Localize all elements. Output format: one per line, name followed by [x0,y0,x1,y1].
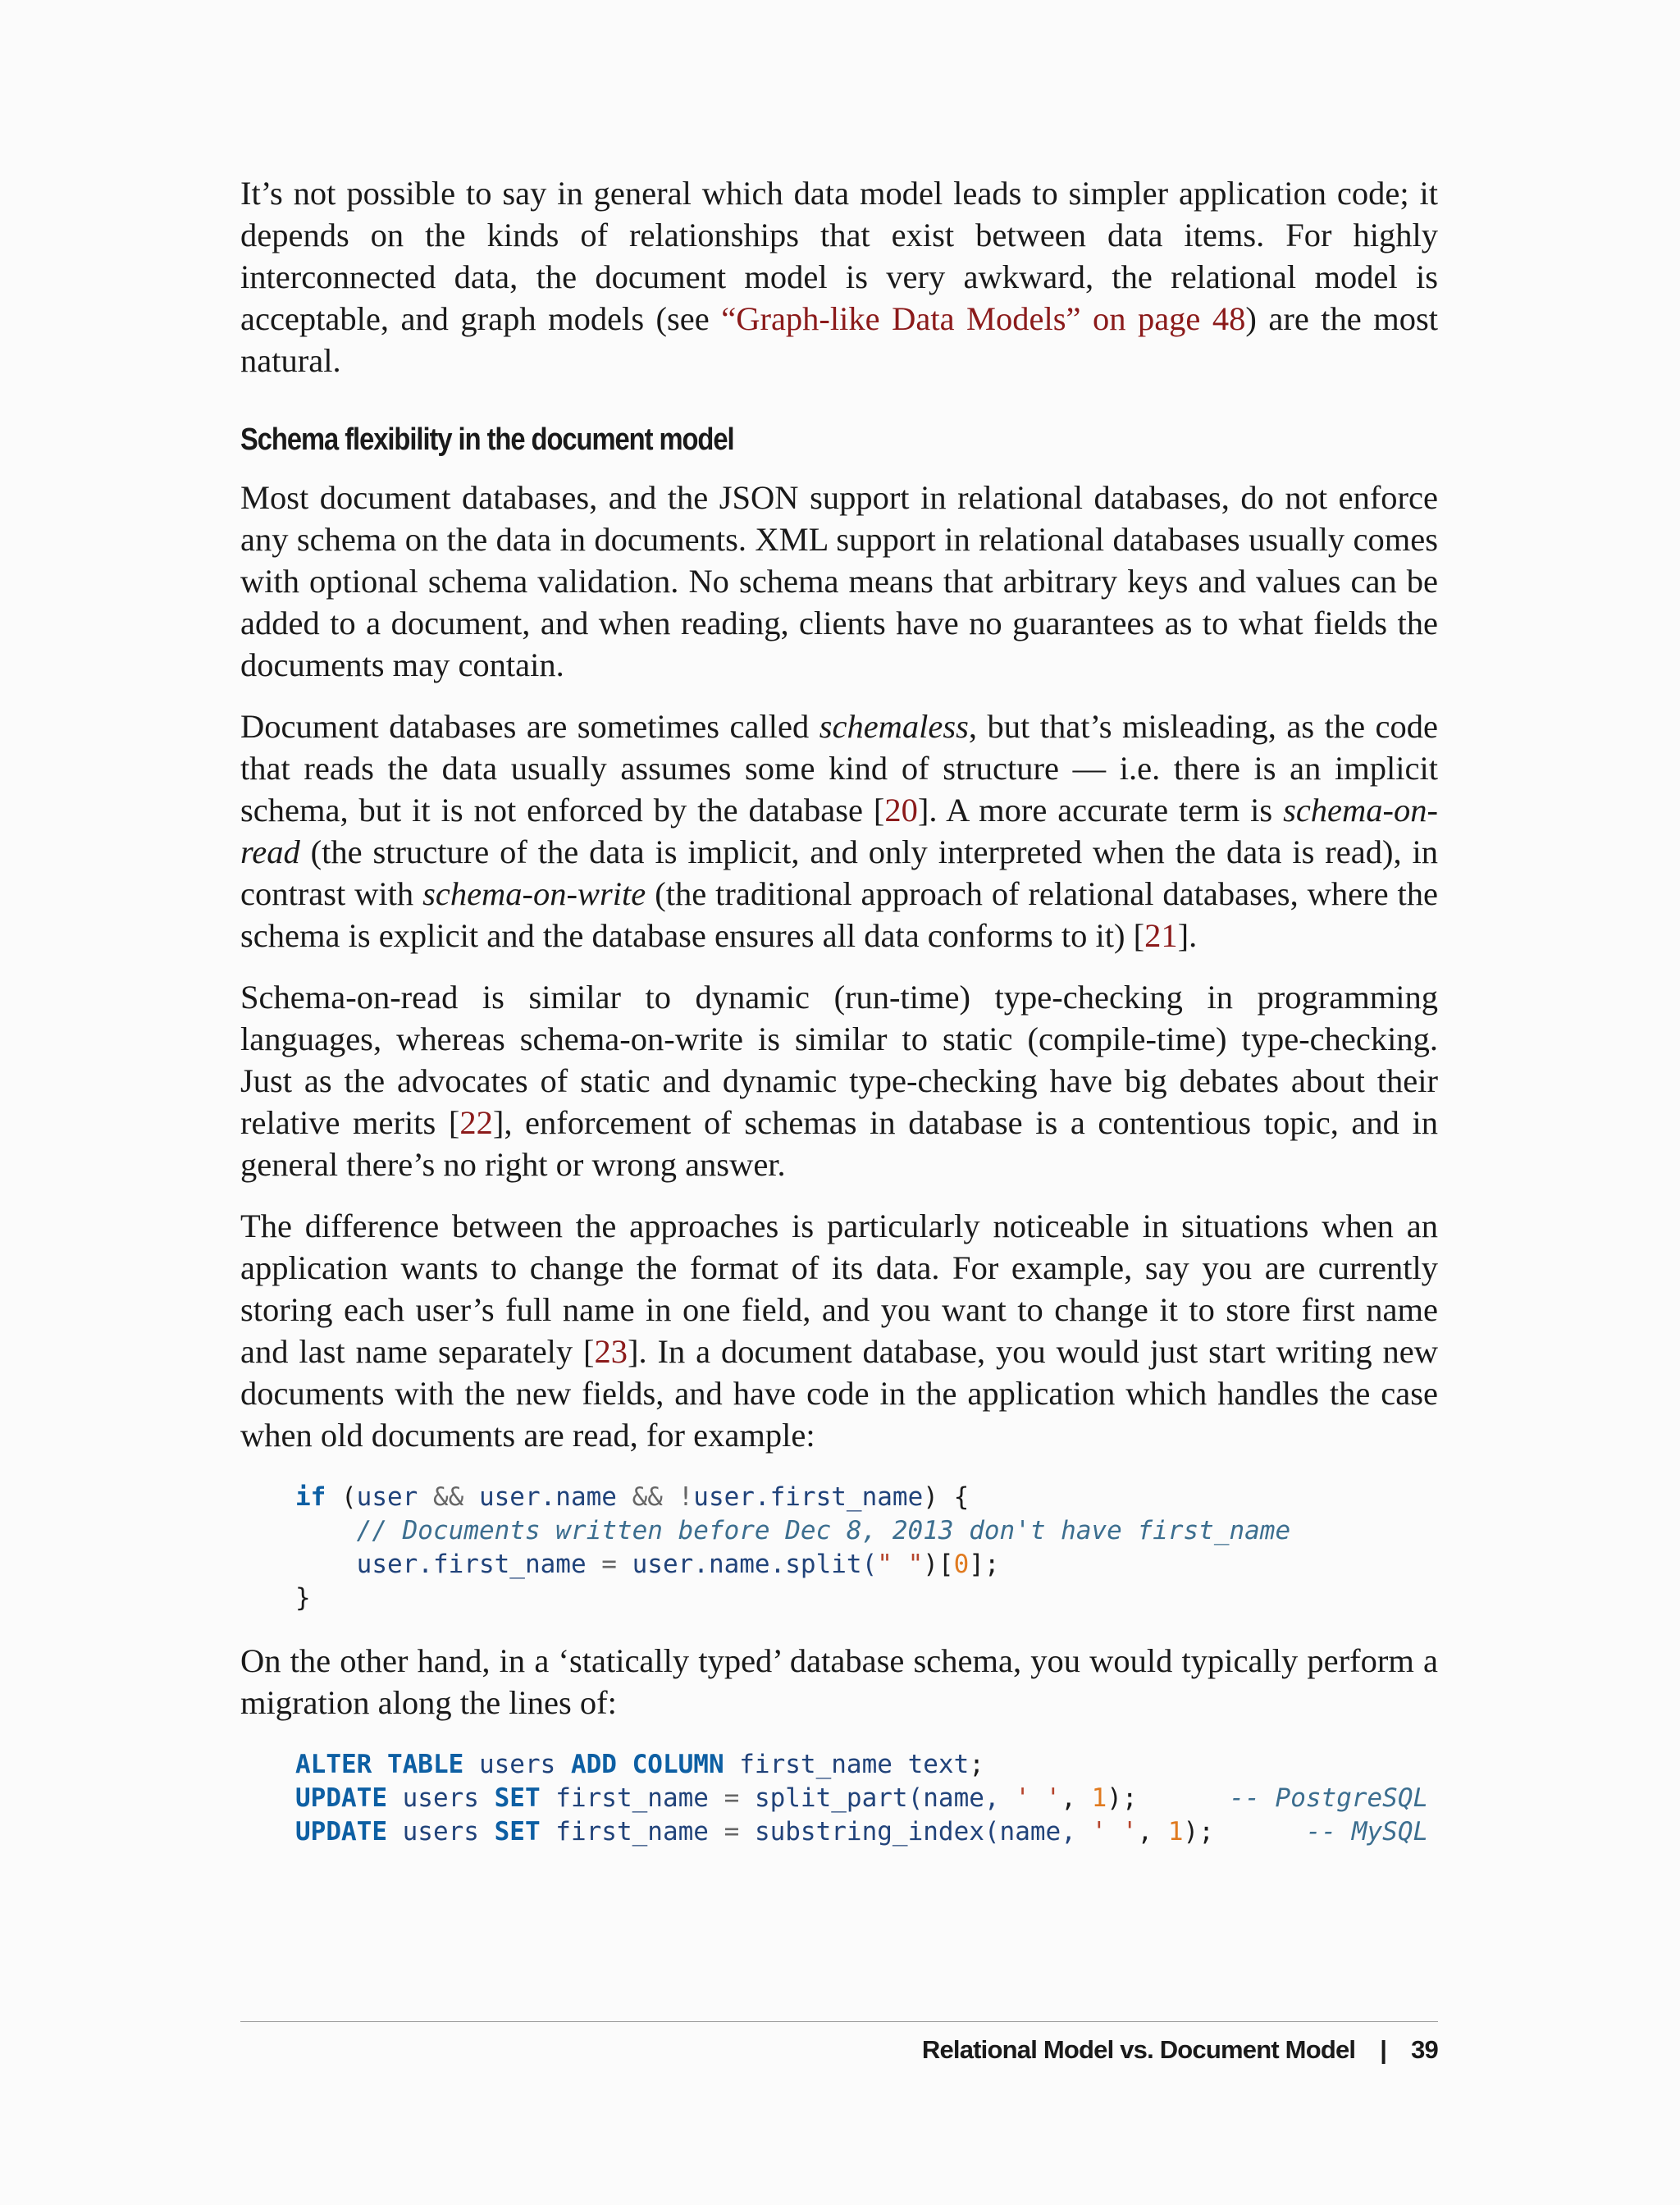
intro-paragraph [240,172,1438,381]
paragraph-difference: The difference between the approaches is particularly noticeable in situations when an application wants to change the format of its data. For example, say you are currently storing each user’s full name in one field, and you want to change it to store first name and last name separately [23]. In a document database, you would just start writing new documents with the new fields, and have code in the application which handles the case when old documents are read, for example: [240,1208,1438,1454]
reference-22[interactable]: 22 [459,1104,493,1141]
section-heading: Schema flexibility in the document model [240,422,734,457]
intro-text-end: ) are the most natural. [240,300,1438,379]
paragraph-migration: On the other hand, in a ‘statically typed’ database schema, you would typically perform a migration along the lines of: [240,1642,1438,1721]
paragraph-schema-enforcement: Most document databases, and the JSON support in relational databases, do not enforce any schema on the data in documents. XML support in relational databases usually comes with optional schema validation. No schema means that arbitrary keys and values can be added to a document, and when reading, clients have no guarantees as to what fields the documents may contain. [240,479,1438,683]
reference-20[interactable]: 20 [884,792,918,829]
code-line: ALTER TABLE users ADD COLUMN first_name text; [295,1750,984,1779]
footer-separator: | [1380,2035,1387,2064]
page-content [240,172,1438,1874]
term-schemaless: schemaless [819,708,969,745]
paragraph-schemaless: Document databases are sometimes called schemaless, but that’s misleading, as the code that reads the data usually assumes some kind of structure — i.e. there is an implicit schema, but it is not enforced by the database [20]. A more accurate term is schema-on-read (the structure of the data is implicit, and only interpreted when the data is read), in contrast with schema-on-write (the traditional approach of relational databases, where the schema is explicit and the database ensures all data conforms to it) [21]. [240,708,1439,954]
footer-text [922,2035,1438,2065]
code-block-sql [295,1748,1438,1849]
intro-text: It’s not possible to say in general which data model leads to simpler application code; it depends on the kinds of relationships that exist between data items. For highly interconnected data, the document model is very awkward, the relational model is acceptable, and graph models (see [240,175,1438,337]
code-line: UPDATE users SET first_name = substring_index(name, ' ', 1); -- MySQL [295,1817,1429,1847]
code-line: if (user && user.name && !user.first_name) { [295,1482,970,1512]
reference-21[interactable]: 21 [1144,917,1178,954]
chapter-title: Relational Model vs. Document Model [921,2035,1356,2064]
code-line: user.first_name = user.name.split(" ")[0]; [356,1550,1000,1579]
code-block-javascript [295,1481,1438,1615]
code-line: // Documents written before Dec 8, 2013 don't have first_name [356,1516,1291,1545]
term-schema-on-read: schema-on-read [240,792,1438,870]
graph-models-link[interactable]: “Graph-like Data Models” on page 48 [721,300,1246,337]
page-number: 39 [1411,2035,1438,2064]
term-schema-on-write: schema-on-write [422,875,646,912]
reference-23[interactable]: 23 [594,1333,628,1370]
paragraph-type-checking: Schema-on-read is similar to dynamic (run-time) type-checking in programming languages, whereas schema-on-write is similar to static (compile-time) type-checking. Just as the advocates of static and dynamic type-checking have big debates about their relative merits [22], enforcement of schemas in database is a contentious topic, and in general there’s no right or wrong answer. [240,979,1438,1183]
code-line: UPDATE users SET first_name = split_part(name, ' ', 1); -- PostgreSQL [295,1783,1429,1813]
code-line: } [295,1583,311,1613]
page-footer [240,2021,1438,2064]
